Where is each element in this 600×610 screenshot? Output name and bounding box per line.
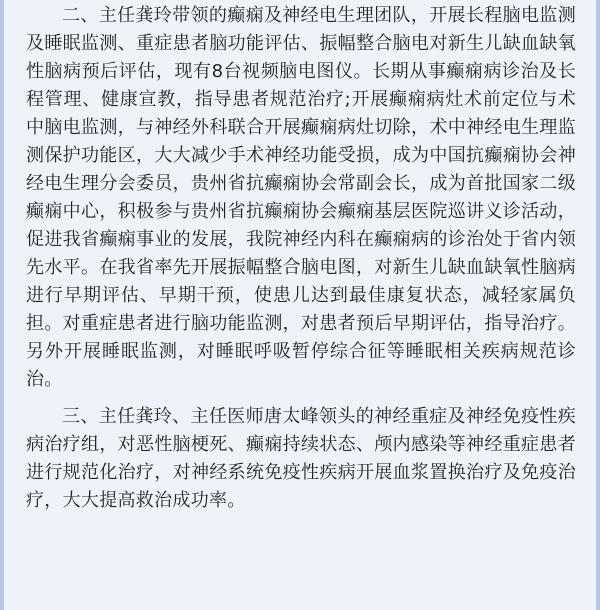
paragraph-epilepsy-team: 二、主任龚玲带领的癫痫及神经电生理团队，开展长程脑电监测及睡眠监测、重症患者脑功能评估、振幅整合脑电对新生儿缺血缺氧性脑病预后评估，现有8台视频脑电图仪。长期从事癫痫病诊治及长程管理、健康宣教，指导患者规范治疗;开展癫痫病灶术前定位与术中脑电监测，与神经外科联合开展癫痫病灶切除，术中神经电生理监测保护功能区，大大减少手术神经功能受损，成为中国抗癫痫协会神经电生理分会委员，贵州省抗癫痫协会常副会长，成为首批国家二级癫痫中心，积极参与贵州省抗癫痫协会癫痫基层医院巡讲义诊活动，促进我省癫痫事业的发展，我院神经内科在癫痫病的诊治处于省内领先水平。在我省率先开展振幅整合脑电图，对新生儿缺血缺氧性脑病进行早期评估、早期干预，使患儿达到最佳康复状态，减轻家属负担。对重症患者进行脑功能监测，对患者预后早期评估，指导治疗。另外开展睡眠监测，对睡眠呼吸暂停综合征等睡眠相关疾病规范诊治。 bbox=[26, 5, 576, 390]
paragraph-neuro-critical-care-team: 三、主任龚玲、主任医师唐太峰领头的神经重症及神经免疫性疾病治疗组，对恶性脑梗死、癫痫持续状态、颅内感染等神经重症患者进行规范化治疗，对神经系统免疫性疾病开展血浆置换治疗及免疫治疗，大大提高救治成功率。 bbox=[26, 406, 576, 511]
